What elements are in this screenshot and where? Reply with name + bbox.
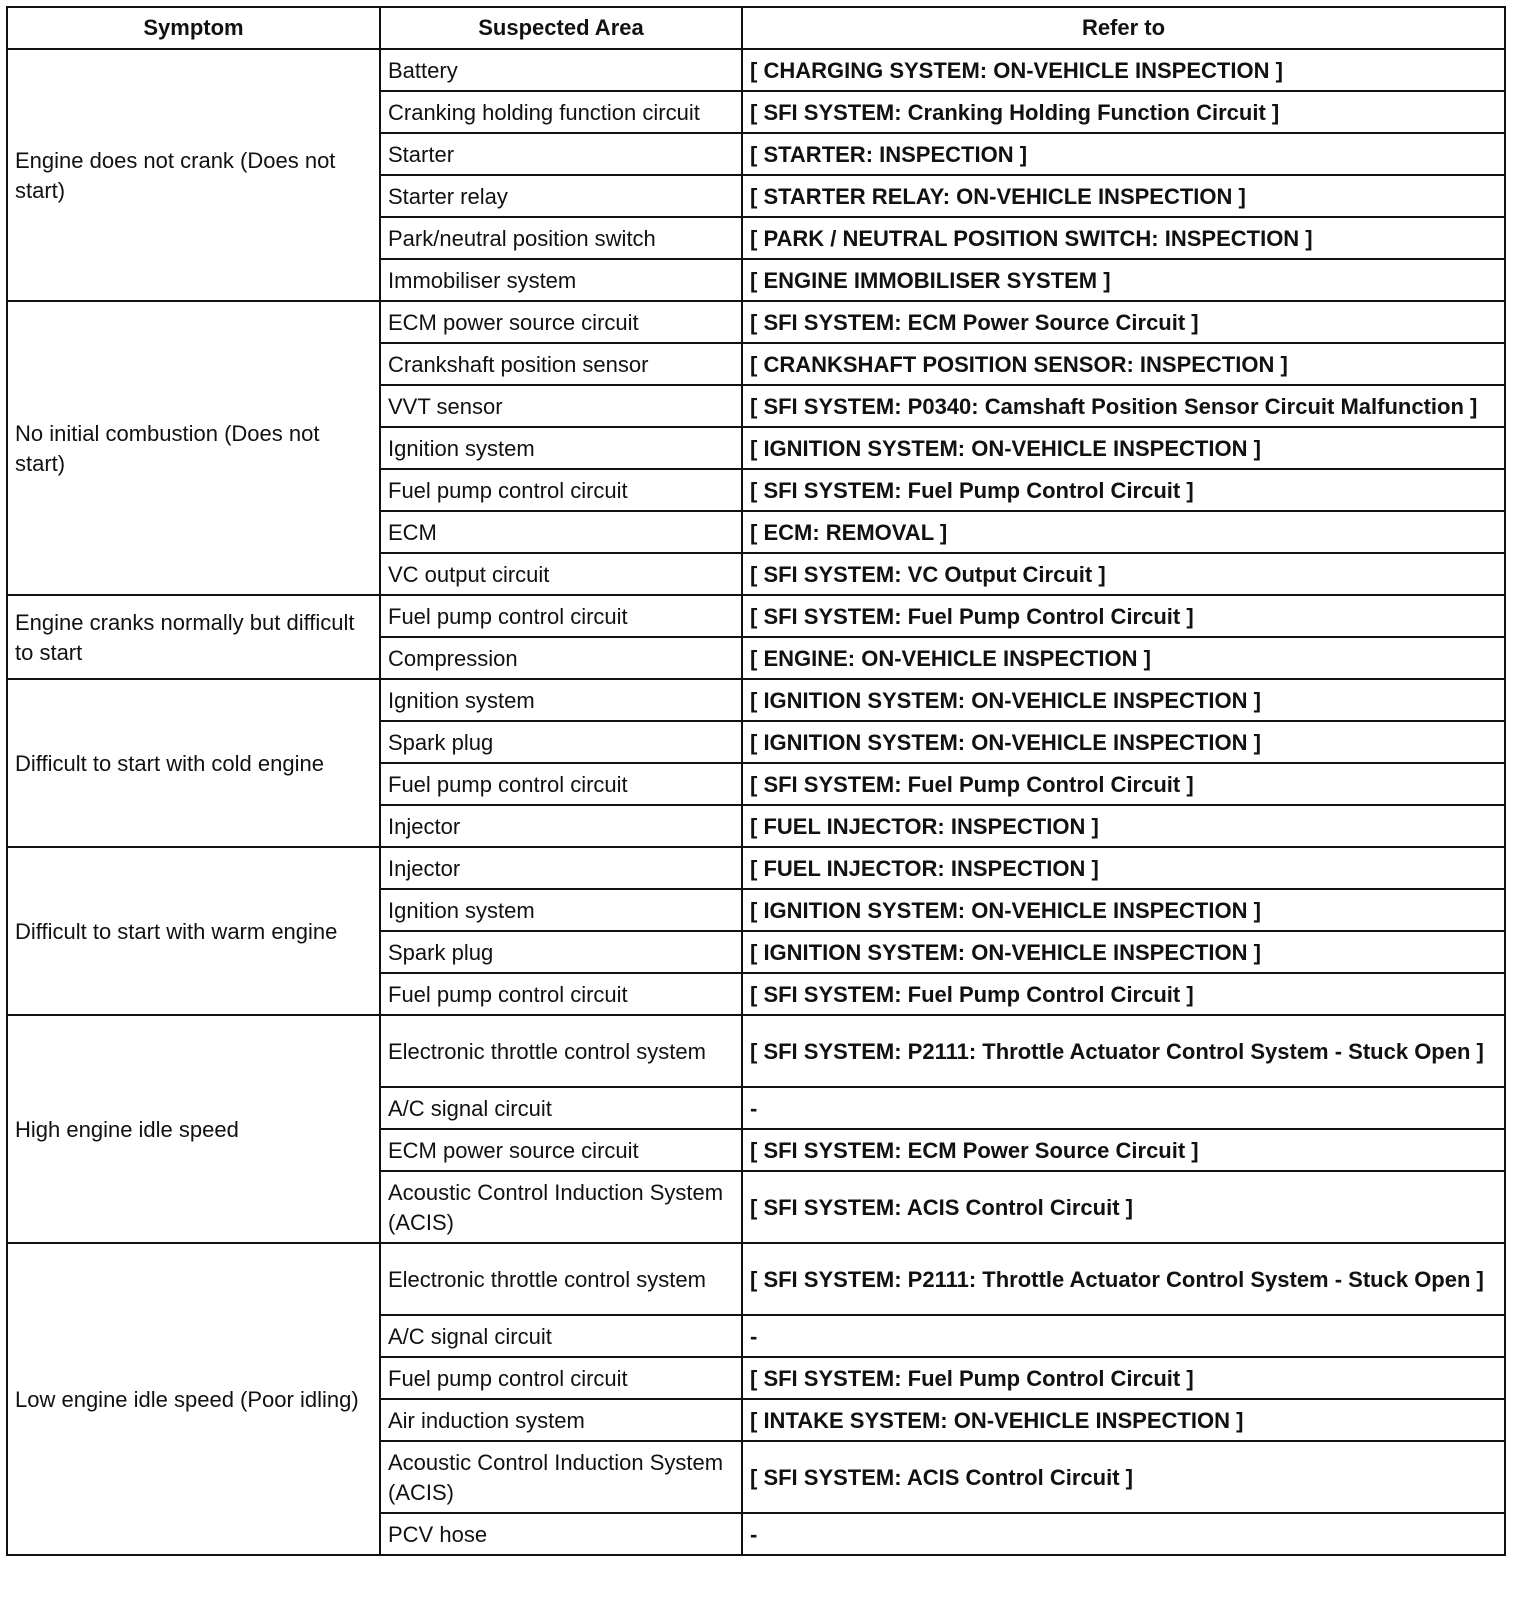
refer-to-cell: [ PARK / NEUTRAL POSITION SWITCH: INSPECTION ]	[742, 217, 1505, 259]
suspected-area-cell: Acoustic Control Induction System (ACIS)	[380, 1441, 742, 1513]
suspected-area-cell: Cranking holding function circuit	[380, 91, 742, 133]
refer-to-cell: [ SFI SYSTEM: ACIS Control Circuit ]	[742, 1441, 1505, 1513]
suspected-area-cell: Ignition system	[380, 889, 742, 931]
symptom-cell: Engine cranks normally but difficult to start	[7, 595, 380, 679]
suspected-area-cell: Injector	[380, 847, 742, 889]
refer-to-cell: [ SFI SYSTEM: Fuel Pump Control Circuit ]	[742, 973, 1505, 1015]
header-suspected-area: Suspected Area	[380, 7, 742, 49]
refer-to-cell: [ SFI SYSTEM: ACIS Control Circuit ]	[742, 1171, 1505, 1243]
suspected-area-cell: ECM power source circuit	[380, 301, 742, 343]
header-row	[7, 7, 1505, 49]
table-row	[7, 1015, 1505, 1087]
suspected-area-cell: Fuel pump control circuit	[380, 595, 742, 637]
suspected-area-cell: Park/neutral position switch	[380, 217, 742, 259]
refer-to-cell: [ SFI SYSTEM: Fuel Pump Control Circuit ]	[742, 469, 1505, 511]
suspected-area-cell: Spark plug	[380, 931, 742, 973]
refer-to-cell: [ IGNITION SYSTEM: ON-VEHICLE INSPECTION ]	[742, 427, 1505, 469]
refer-to-cell: [ STARTER RELAY: ON-VEHICLE INSPECTION ]	[742, 175, 1505, 217]
refer-to-cell: [ IGNITION SYSTEM: ON-VEHICLE INSPECTION ]	[742, 679, 1505, 721]
suspected-area-cell: Compression	[380, 637, 742, 679]
suspected-area-cell: ECM power source circuit	[380, 1129, 742, 1171]
refer-to-cell: [ ENGINE IMMOBILISER SYSTEM ]	[742, 259, 1505, 301]
suspected-area-cell: VC output circuit	[380, 553, 742, 595]
refer-to-cell: [ SFI SYSTEM: P2111: Throttle Actuator Control System - Stuck Open ]	[742, 1243, 1505, 1315]
symptom-cell: High engine idle speed	[7, 1015, 380, 1243]
refer-to-cell: [ IGNITION SYSTEM: ON-VEHICLE INSPECTION ]	[742, 931, 1505, 973]
refer-to-cell: [ ENGINE: ON-VEHICLE INSPECTION ]	[742, 637, 1505, 679]
symptom-cell: Difficult to start with cold engine	[7, 679, 380, 847]
table-row	[7, 595, 1505, 637]
symptom-cell: Engine does not crank (Does not start)	[7, 49, 380, 301]
refer-to-cell: [ CRANKSHAFT POSITION SENSOR: INSPECTION ]	[742, 343, 1505, 385]
suspected-area-cell: Air induction system	[380, 1399, 742, 1441]
table-body	[7, 49, 1505, 1555]
suspected-area-cell: Starter relay	[380, 175, 742, 217]
suspected-area-cell: VVT sensor	[380, 385, 742, 427]
refer-to-cell: [ FUEL INJECTOR: INSPECTION ]	[742, 805, 1505, 847]
suspected-area-cell: Starter	[380, 133, 742, 175]
suspected-area-cell: Immobiliser system	[380, 259, 742, 301]
refer-to-cell: [ SFI SYSTEM: Cranking Holding Function Circuit ]	[742, 91, 1505, 133]
table-row	[7, 49, 1505, 91]
suspected-area-cell: PCV hose	[380, 1513, 742, 1555]
header-refer-to: Refer to	[742, 7, 1505, 49]
refer-to-cell: [ SFI SYSTEM: Fuel Pump Control Circuit ]	[742, 763, 1505, 805]
suspected-area-cell: Injector	[380, 805, 742, 847]
refer-to-cell: [ SFI SYSTEM: ECM Power Source Circuit ]	[742, 1129, 1505, 1171]
suspected-area-cell: Fuel pump control circuit	[380, 1357, 742, 1399]
symptom-cell: Low engine idle speed (Poor idling)	[7, 1243, 380, 1555]
suspected-area-cell: ECM	[380, 511, 742, 553]
suspected-area-cell: A/C signal circuit	[380, 1087, 742, 1129]
suspected-area-cell: Ignition system	[380, 427, 742, 469]
refer-to-cell: -	[742, 1513, 1505, 1555]
refer-to-cell: -	[742, 1087, 1505, 1129]
suspected-area-cell: Ignition system	[380, 679, 742, 721]
refer-to-cell: [ INTAKE SYSTEM: ON-VEHICLE INSPECTION ]	[742, 1399, 1505, 1441]
suspected-area-cell: A/C signal circuit	[380, 1315, 742, 1357]
refer-to-cell: [ SFI SYSTEM: ECM Power Source Circuit ]	[742, 301, 1505, 343]
symptom-cell: No initial combustion (Does not start)	[7, 301, 380, 595]
suspected-area-cell: Electronic throttle control system	[380, 1015, 742, 1087]
suspected-area-cell: Acoustic Control Induction System (ACIS)	[380, 1171, 742, 1243]
table-row	[7, 301, 1505, 343]
suspected-area-cell: Fuel pump control circuit	[380, 973, 742, 1015]
header-symptom: Symptom	[7, 7, 380, 49]
refer-to-cell: -	[742, 1315, 1505, 1357]
table-row	[7, 679, 1505, 721]
refer-to-cell: [ SFI SYSTEM: P2111: Throttle Actuator Control System - Stuck Open ]	[742, 1015, 1505, 1087]
refer-to-cell: [ FUEL INJECTOR: INSPECTION ]	[742, 847, 1505, 889]
refer-to-cell: [ SFI SYSTEM: Fuel Pump Control Circuit ]	[742, 595, 1505, 637]
table-row	[7, 847, 1505, 889]
suspected-area-cell: Crankshaft position sensor	[380, 343, 742, 385]
refer-to-cell: [ CHARGING SYSTEM: ON-VEHICLE INSPECTION ]	[742, 49, 1505, 91]
refer-to-cell: [ ECM: REMOVAL ]	[742, 511, 1505, 553]
symptom-table	[6, 6, 1506, 1556]
suspected-area-cell: Electronic throttle control system	[380, 1243, 742, 1315]
suspected-area-cell: Fuel pump control circuit	[380, 469, 742, 511]
refer-to-cell: [ IGNITION SYSTEM: ON-VEHICLE INSPECTION ]	[742, 721, 1505, 763]
refer-to-cell: [ STARTER: INSPECTION ]	[742, 133, 1505, 175]
suspected-area-cell: Fuel pump control circuit	[380, 763, 742, 805]
refer-to-cell: [ SFI SYSTEM: VC Output Circuit ]	[742, 553, 1505, 595]
refer-to-cell: [ SFI SYSTEM: P0340: Camshaft Position Sensor Circuit Malfunction ]	[742, 385, 1505, 427]
refer-to-cell: [ IGNITION SYSTEM: ON-VEHICLE INSPECTION ]	[742, 889, 1505, 931]
suspected-area-cell: Battery	[380, 49, 742, 91]
refer-to-cell: [ SFI SYSTEM: Fuel Pump Control Circuit ]	[742, 1357, 1505, 1399]
suspected-area-cell: Spark plug	[380, 721, 742, 763]
symptom-cell: Difficult to start with warm engine	[7, 847, 380, 1015]
table-row	[7, 1243, 1505, 1315]
